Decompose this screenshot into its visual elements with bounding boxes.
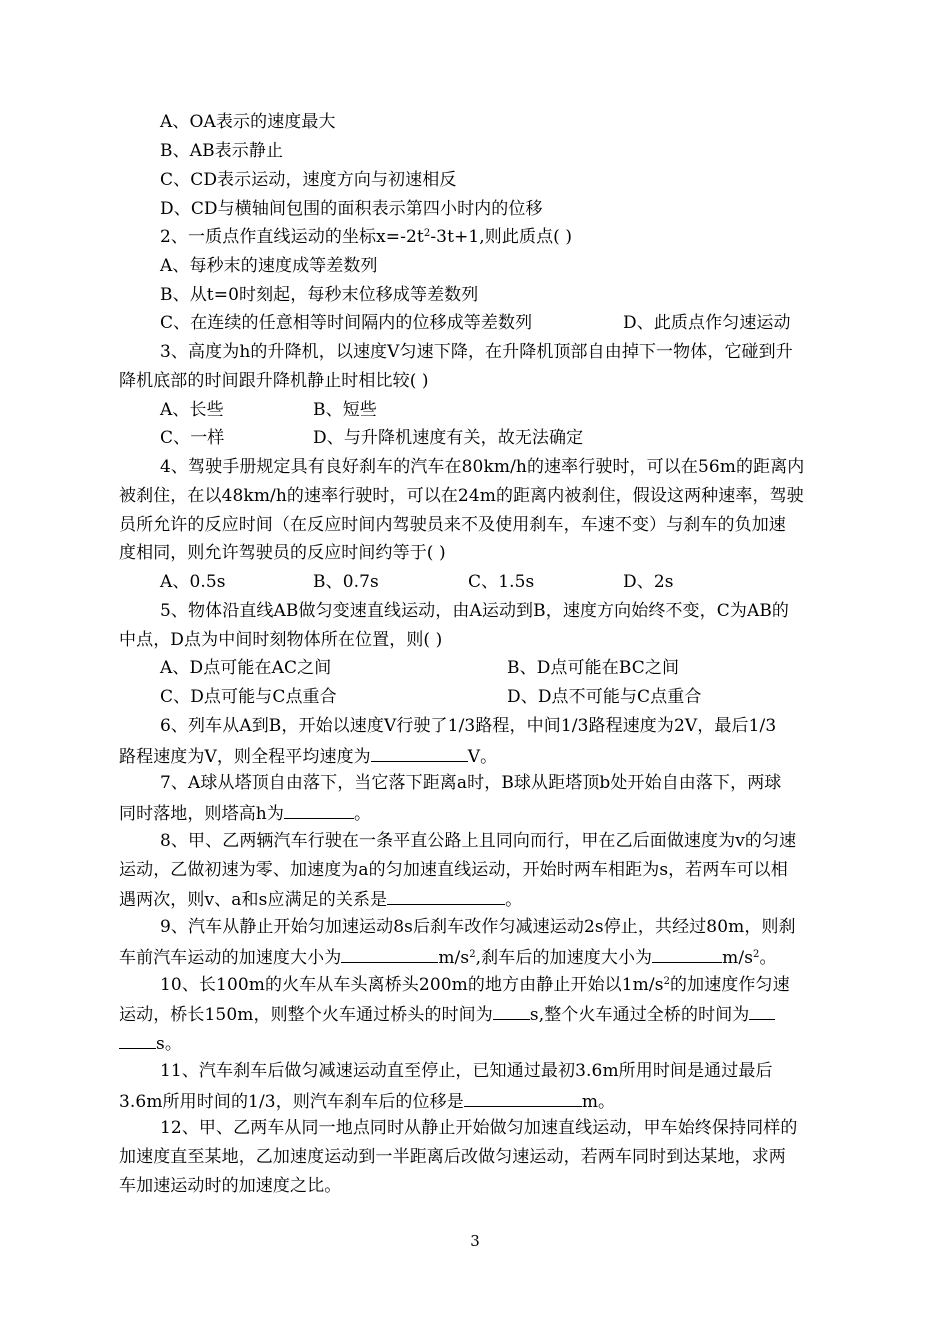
q2-option-d: D、此质点作匀速运动 — [623, 313, 791, 333]
q1-option-b: B、AB表示静止 — [160, 141, 284, 161]
q4-option-a: A、0.5s — [160, 572, 226, 592]
q9-stem-line2: 车前汽车运动的加速度大小为 $m/s^2$,刹车后的加速度大小为 $m/s^2$。 — [119, 942, 861, 973]
q5-options-cd — [160, 683, 861, 712]
q11-stem-line2: 3.6m所用时间的1/3，则汽车刹车后的位移是 m。 — [119, 1086, 861, 1117]
q1-option-c: C、CD表示运动，速度方向与初速相反 — [160, 170, 457, 190]
q10-stem-line1: 10、长100m的火车从车头离桥头200m的地方由静止开始以$1m/s^2$的加速度作匀速 — [160, 975, 790, 995]
q6-stem-line2: 路程速度为V，则全程平均速度为 V。 — [119, 741, 861, 772]
q4-stem-line1: 4、驾驶手册规定具有良好刹车的汽车在80km/h的速率行驶时，可以在56m的距离内 — [160, 457, 805, 477]
q9-stem-line1: 9、汽车从静止开始匀加速运动8s后刹车改作匀减速运动2s停止，共经过80m，则刹 — [160, 917, 796, 937]
q10-stem-line2: 运动，桥长150m，则整个火车通过桥头的时间为 s,整个火车通过全桥的时间为 — [119, 999, 861, 1030]
q10-answer-blank-2a[interactable] — [749, 999, 775, 1020]
q8-stem-line1: 8、甲、乙两辆汽车行驶在一条平直公路上且同向而行，甲在乙后面做速度为v的匀速 — [160, 831, 797, 851]
q4-option-c: C、1.5s — [468, 572, 535, 592]
q3-option-d: D、与升降机速度有关，故无法确定 — [313, 428, 584, 448]
q10-answer-blank-2b[interactable] — [119, 1028, 156, 1049]
q4-stem-line4: 度相同，则允许驾驶员的反应时间约等于( ) — [119, 543, 446, 563]
q2-stem: 2、一质点作直线运动的坐标$x=-2t^2-3t+1$,则此质点( ) — [160, 227, 573, 247]
q6-answer-blank[interactable] — [371, 741, 468, 762]
q4-options — [160, 568, 861, 597]
q3-stem-line2: 降机底部的时间跟升降机静止时相比较( ) — [119, 371, 429, 391]
q5-options-ab — [160, 654, 861, 683]
q10-stem-line3: s。 — [119, 1028, 861, 1059]
q2-option-b: B、从t=0时刻起，每秒末位移成等差数列 — [160, 285, 479, 305]
q12-stem-line3: 车加速运动时的加速度之比。 — [119, 1176, 342, 1196]
q9-answer-blank-2[interactable] — [652, 942, 722, 963]
q5-option-d: D、D点不可能与C点重合 — [507, 687, 702, 707]
q3-option-c: C、一样 — [160, 428, 225, 448]
q1-option-d: D、CD与横轴间包围的面积表示第四小时内的位移 — [160, 199, 543, 219]
q3-option-b: B、短些 — [313, 400, 377, 420]
q5-option-c: C、D点可能与C点重合 — [160, 687, 337, 707]
q5-stem-line2: 中点，D点为中间时刻物体所在位置，则( ) — [119, 630, 443, 650]
q2-option-c: C、在连续的任意相等时间隔内的位移成等差数列 — [160, 313, 533, 333]
q11-stem-line1: 11、汽车刹车后做匀减速运动直至停止，已知通过最初3.6m所用时间是通过最后 — [160, 1061, 773, 1081]
q4-option-b: B、0.7s — [313, 572, 379, 592]
q7-answer-blank[interactable] — [284, 798, 354, 819]
q7-stem-line1: 7、A球从塔顶自由落下，当它落下距离a时，B球从距塔顶b处开始自由落下，两球 — [160, 773, 782, 793]
q3-option-a: A、长些 — [160, 400, 224, 420]
q10-answer-blank-1[interactable] — [493, 999, 530, 1020]
q8-stem-line3: 遇两次，则v、a和s应满足的关系是 。 — [119, 884, 861, 915]
q2-option-a: A、每秒末的速度成等差数列 — [160, 256, 378, 276]
q1-option-a: A、OA表示的速度最大 — [160, 112, 336, 132]
q5-option-a: A、D点可能在AC之间 — [160, 658, 332, 678]
q5-stem-line1: 5、物体沿直线AB做匀变速直线运动，由A运动到B，速度方向始终不变，C为AB的 — [160, 601, 790, 621]
q11-answer-blank[interactable] — [464, 1086, 582, 1107]
q6-stem-line1: 6、列车从A到B，开始以速度V行驶了1/3路程，中间1/3路程速度为2V，最后1/3 — [160, 716, 777, 736]
page-number: 3 — [470, 1232, 480, 1250]
q3-stem-line1: 3、高度为h的升降机，以速度V匀速下降，在升降机顶部自由掉下一物体，它碰到升 — [160, 342, 793, 362]
q2-options-cd — [160, 309, 861, 338]
q8-answer-blank[interactable] — [387, 884, 505, 905]
q8-stem-line2: 运动，乙做初速为零、加速度为a的匀加速直线运动，开始时两车相距为s，若两车可以相 — [119, 860, 788, 880]
q4-stem-line3: 员所允许的反应时间（在反应时间内驾驶员来不及使用刹车，车速不变）与刹车的负加速 — [119, 515, 786, 535]
q9-answer-blank-1[interactable] — [341, 942, 438, 963]
q5-option-b: B、D点可能在BC之间 — [507, 658, 680, 678]
q4-option-d: D、2s — [623, 572, 674, 592]
q4-stem-line2: 被刹住，在以48km/h的速率行驶时，可以在24m的距离内被刹住，假设这两种速率，驾驶 — [119, 486, 804, 506]
q3-options-ab — [160, 396, 861, 425]
q12-stem-line2: 加速度直至某地，乙加速度运动到一半距离后改做匀速运动，若两车同时到达某地，求两 — [119, 1147, 786, 1167]
q12-stem-line1: 12、甲、乙两车从同一地点同时从静止开始做匀加速直线运动，甲车始终保持同样的 — [160, 1118, 798, 1138]
q7-stem-line2: 同时落地，则塔高h为 。 — [119, 798, 861, 829]
q3-options-cd — [160, 424, 861, 453]
